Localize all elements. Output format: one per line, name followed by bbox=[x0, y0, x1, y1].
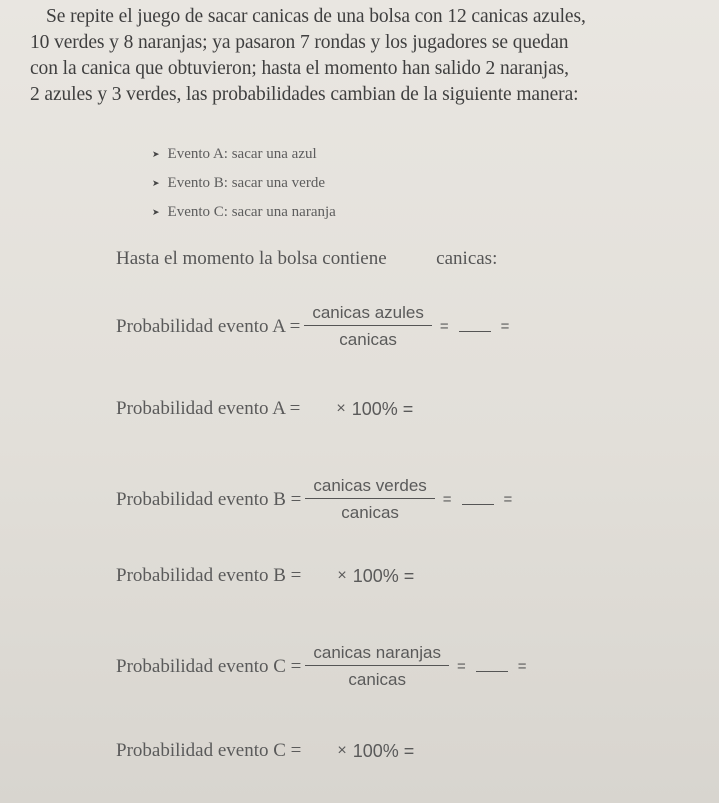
intro-paragraph bbox=[30, 4, 702, 108]
event-item-a bbox=[152, 140, 336, 169]
equals-sign: = bbox=[500, 318, 510, 336]
prob-c-percent-row bbox=[116, 740, 414, 762]
prob-b-fraction-row bbox=[116, 476, 516, 523]
equals-sign: = bbox=[456, 658, 466, 676]
answer-blank bbox=[476, 661, 508, 672]
times-sign: × bbox=[337, 567, 347, 584]
prob-b-percent-row bbox=[116, 565, 414, 587]
prob-c-fraction-row bbox=[116, 643, 531, 690]
prob-label: Probabilidad evento C = bbox=[116, 655, 302, 677]
percent-label: 100% = bbox=[352, 565, 415, 586]
fraction bbox=[304, 303, 432, 350]
fraction-denominator: canicas bbox=[339, 330, 397, 350]
intro-line: con la canica que obtuvieron; hasta el momento han salido 2 naranjas, bbox=[30, 58, 569, 79]
bag-total-prefix: Hasta el momento la bolsa contiene bbox=[116, 248, 387, 269]
event-item-b bbox=[152, 169, 336, 198]
fraction bbox=[305, 476, 434, 523]
event-label: Evento C: sacar una naranja bbox=[167, 204, 336, 220]
fraction-numerator: canicas naranjas bbox=[313, 643, 441, 662]
percent-label: 100% = bbox=[351, 398, 414, 419]
prob-label: Probabilidad evento B = bbox=[116, 488, 302, 510]
bullet-icon: ➤ bbox=[152, 149, 160, 159]
prob-a-fraction-row bbox=[116, 303, 513, 350]
prob-label: Probabilidad evento C = bbox=[116, 740, 302, 761]
fraction bbox=[305, 643, 449, 690]
event-item-c bbox=[152, 198, 336, 227]
intro-line: Se repite el juego de sacar canicas de una bolsa con 12 canicas azules, bbox=[46, 6, 586, 27]
prob-a-percent-row bbox=[116, 398, 413, 420]
times-sign: × bbox=[336, 400, 346, 417]
fraction-denominator: canicas bbox=[341, 503, 399, 523]
prob-label: Probabilidad evento A = bbox=[116, 315, 301, 337]
bullet-icon: ➤ bbox=[152, 178, 160, 188]
fraction-numerator: canicas verdes bbox=[313, 476, 427, 495]
bullet-icon: ➤ bbox=[152, 207, 160, 217]
event-list bbox=[152, 140, 336, 227]
intro-line: 2 azules y 3 verdes, las probabilidades cambian de la siguiente manera: bbox=[30, 84, 579, 105]
fraction-numerator: canicas azules bbox=[312, 303, 424, 322]
bag-total-suffix: canicas: bbox=[436, 248, 498, 269]
equals-sign: = bbox=[442, 491, 452, 509]
answer-blank bbox=[462, 494, 494, 505]
event-label: Evento A: sacar una azul bbox=[167, 146, 317, 162]
prob-label: Probabilidad evento A = bbox=[116, 398, 301, 419]
percent-label: 100% = bbox=[352, 740, 415, 761]
times-sign: × bbox=[337, 742, 347, 759]
equals-sign: = bbox=[503, 491, 513, 509]
fraction-denominator: canicas bbox=[348, 670, 406, 690]
intro-line: 10 verdes y 8 naranjas; ya pasaron 7 rondas y los jugadores se quedan bbox=[30, 32, 569, 53]
prob-label: Probabilidad evento B = bbox=[116, 565, 302, 586]
bag-total-statement bbox=[116, 248, 497, 270]
equals-sign: = bbox=[439, 318, 449, 336]
equals-sign: = bbox=[517, 658, 527, 676]
event-label: Evento B: sacar una verde bbox=[167, 175, 325, 191]
answer-blank bbox=[459, 321, 491, 332]
